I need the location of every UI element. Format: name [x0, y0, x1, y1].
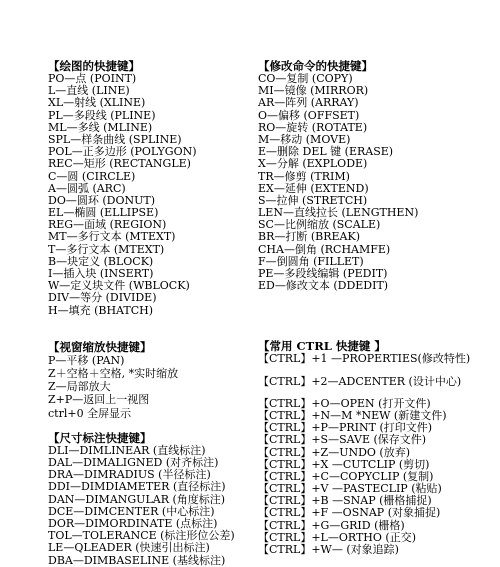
shortcut-item: P—平移 (PAN): [48, 353, 125, 367]
shortcut-item: DOR—DIMORDINATE (点标注): [48, 517, 218, 530]
shortcut-item: L—直线 (LINE): [48, 84, 130, 98]
shortcut-item: SPL—样条曲线 (SPLINE): [48, 132, 182, 146]
shortcut-item: POL—正多边形 (POLYGON): [48, 145, 197, 159]
shortcut-item: C—圆 (CIRCLE): [48, 169, 136, 183]
shortcut-item: SC—比例缩放 (SCALE): [258, 218, 381, 232]
shortcut-item: M—移动 (MOVE): [258, 132, 351, 146]
dim-shortcut-list: [48, 445, 248, 567]
modify-shortcut-list: [258, 73, 498, 292]
shortcut-item: 【CTRL】+B —SNAP (栅格捕捉): [258, 494, 432, 508]
shortcut-item: CHA—倒角 (RCHAMFE): [258, 242, 391, 256]
shortcut-item: 【CTRL】+1 —PROPERTIES(修改特性): [258, 352, 471, 366]
left-column: [48, 60, 248, 567]
right-column: [258, 60, 498, 556]
shortcut-item: CO—复制 (COPY): [258, 72, 353, 85]
shortcut-item: EL—椭圆 (ELLIPSE): [48, 206, 159, 220]
shortcut-item: Z+P—返回上一视图: [48, 393, 150, 407]
shortcut-item: Z＋空格＋空格, *实时缩放: [48, 366, 179, 380]
shortcut-item: PE—多段线编辑 (PEDIT): [258, 267, 388, 280]
shortcut-item: DAN—DIMANGULAR (角度标注): [48, 492, 226, 506]
shortcut-item: E—删除 DEL 键 (ERASE): [258, 145, 394, 159]
ctrl-shortcut-list: [258, 353, 498, 556]
shortcut-item: PL—多段线 (PLINE): [48, 108, 156, 122]
shortcut-item: BR—打断 (BREAK): [258, 230, 361, 244]
section-title-modify: 【修改命令的快捷键】: [258, 59, 373, 73]
shortcut-item: DBA—DIMBASELINE (基线标注): [48, 553, 226, 567]
shortcut-item: 【CTRL】+X —CUTCLIP (剪切): [258, 457, 430, 471]
shortcut-item: REC—矩形 (RECTANGLE): [48, 157, 191, 171]
shortcut-item: TR—修剪 (TRIM): [258, 169, 350, 183]
shortcut-item: F—倒圆角 (FILLET): [258, 254, 364, 268]
shortcut-item: ED—修改文本 (DDEDIT): [258, 279, 389, 293]
shortcut-item: REG—面域 (REGION): [48, 218, 167, 232]
shortcut-item: DRA—DIMRADIUS (半径标注): [48, 468, 211, 482]
section-title-view: 【视窗缩放快捷键】: [48, 339, 152, 354]
shortcut-item: A—圆弧 (ARC): [48, 181, 126, 195]
shortcut-item: H—填充 (BHATCH): [48, 303, 154, 317]
shortcut-item: EX—延伸 (EXTEND): [258, 181, 369, 195]
shortcut-item: MI—镜像 (MIRROR): [258, 84, 369, 98]
draw-shortcut-list: [48, 73, 248, 317]
section-title-dim: 【尺寸标注快捷键】: [48, 430, 152, 445]
shortcut-item: S—拉伸 (STRETCH): [258, 193, 368, 207]
shortcut-item: 【CTRL】+Z—UNDO (放弃): [258, 445, 411, 459]
shortcut-item: LE—QLEADER (快速引出标注): [48, 541, 210, 555]
shortcut-item: T—多行文本 (MTEXT): [48, 242, 165, 256]
shortcut-item: 【CTRL】+C—COPYCLIP (复制): [258, 469, 434, 483]
shortcut-item: 【CTRL】+O—OPEN (打开文件): [258, 396, 431, 410]
section-title-draw: 【绘图的快捷键】: [48, 59, 140, 73]
shortcut-item: 【CTRL】+G—GRID (栅格): [258, 518, 405, 532]
shortcut-item: DIV—等分 (DIVIDE): [48, 291, 157, 305]
shortcut-item: Z—局部放大: [48, 380, 111, 394]
shortcut-item: DCE—DIMCENTER (中心标注): [48, 504, 215, 518]
shortcut-item: DDI—DIMDIAMETER (直径标注): [48, 480, 226, 494]
shortcut-item: 【CTRL】+2—ADCENTER (设计中心): [258, 374, 462, 388]
shortcut-item: MT—多行文本 (MTEXT): [48, 230, 176, 244]
shortcut-item: 【CTRL】+W— (对象追踪): [258, 543, 399, 556]
shortcut-item: 【CTRL】+L—ORTHO (正交): [258, 530, 416, 544]
shortcut-item: PO—点 (POINT): [48, 72, 137, 85]
shortcut-item: DAL—DIMALIGNED (对齐标注): [48, 456, 219, 470]
shortcut-item: ML—多线 (MLINE): [48, 120, 153, 134]
shortcut-item: LEN—直线拉长 (LENGTHEN): [258, 206, 419, 220]
view-shortcut-list: [48, 354, 248, 420]
shortcut-item: O—偏移 (OFFSET): [258, 108, 360, 122]
shortcut-item: DO—圆环 (DONUT): [48, 193, 155, 207]
shortcut-item: 【CTRL】+S—SAVE (保存文件): [258, 433, 427, 447]
shortcut-item: XL—射线 (XLINE): [48, 96, 146, 110]
shortcut-item: W—定义块文件 (WBLOCK): [48, 279, 190, 293]
shortcut-item: TOL—TOLERANCE (标注形位公差): [48, 529, 235, 543]
shortcut-item: X—分解 (EXPLODE): [258, 157, 368, 171]
shortcut-item: B—块定义 (BLOCK): [48, 254, 154, 268]
shortcut-item: RO—旋转 (ROTATE): [258, 120, 368, 134]
shortcut-item: I—插入块 (INSERT): [48, 267, 154, 280]
section-title-ctrl: 【常用 CTRL 快捷键 】: [258, 339, 386, 354]
shortcut-item: ctrl+0 全屏显示: [48, 406, 132, 420]
shortcut-item: 【CTRL】+V —PASTECLIP (粘贴): [258, 482, 442, 496]
shortcut-item: 【CTRL】+N—M *NEW (新建文件): [258, 408, 447, 422]
shortcut-item: AR—阵列 (ARRAY): [258, 96, 359, 110]
shortcut-item: 【CTRL】+F —OSNAP (对象捕捉): [258, 506, 441, 520]
shortcut-item: DLI—DIMLINEAR (直线标注): [48, 443, 206, 457]
shortcut-item: 【CTRL】+P—PRINT (打印文件): [258, 421, 433, 435]
